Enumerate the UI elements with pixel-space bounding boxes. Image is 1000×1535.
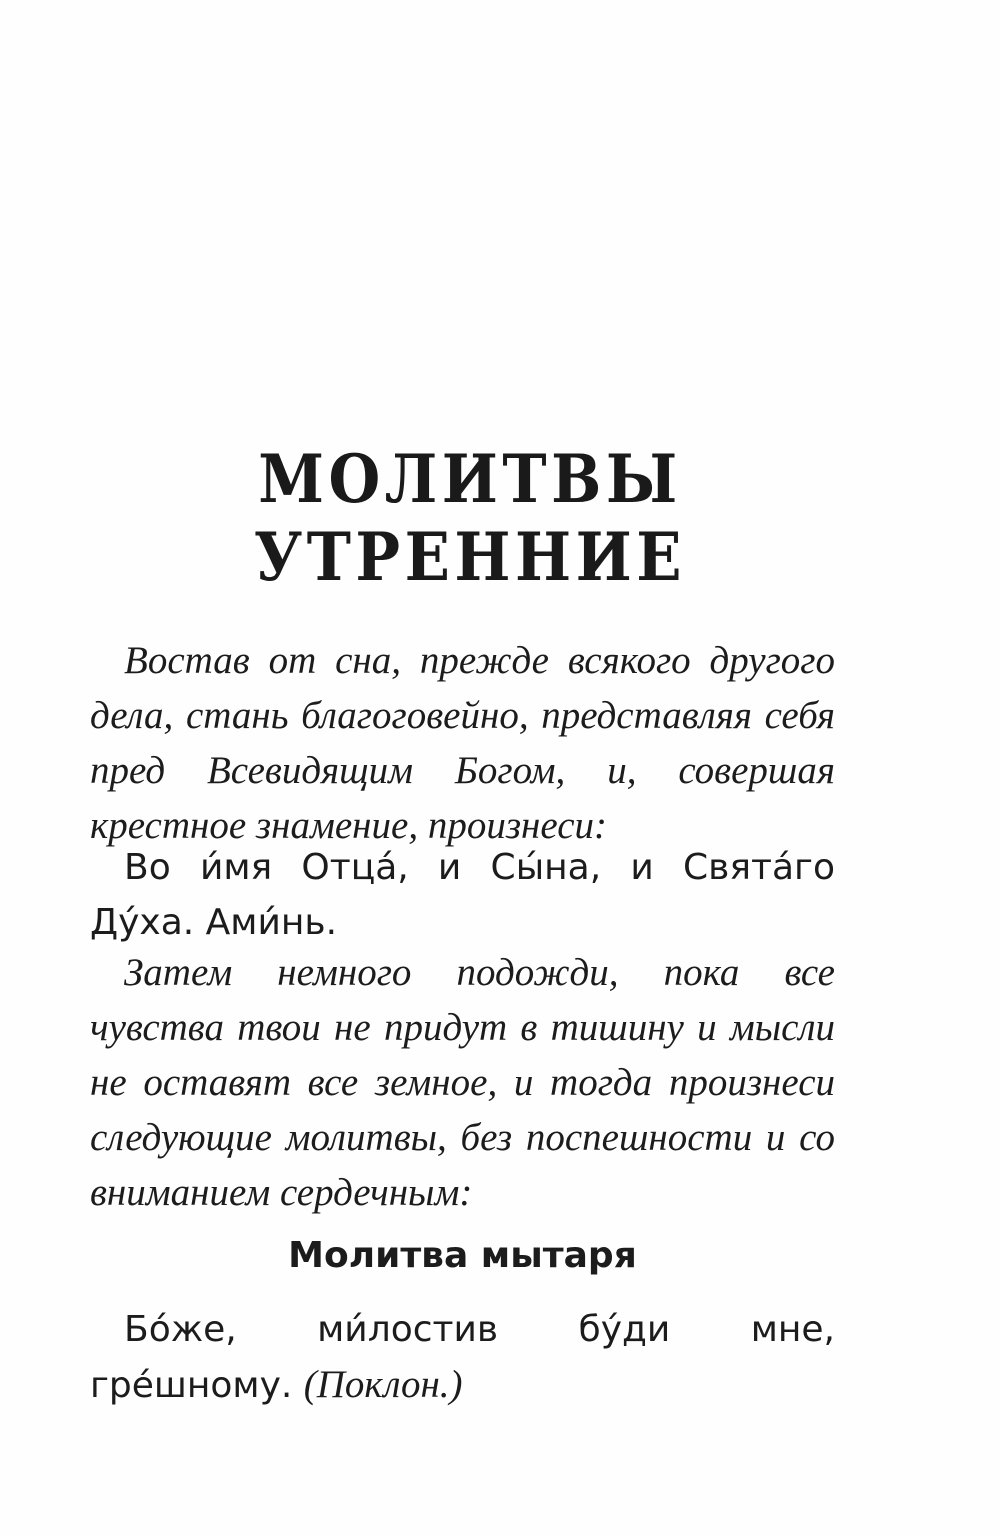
invocation-paragraph: Во и́мя Отца́, и Сы́на, и Свята́го Ду́ха. Ами́нь. bbox=[90, 847, 835, 943]
prayer-paragraph bbox=[90, 1302, 835, 1413]
prayer-note: (Поклон.) bbox=[303, 1363, 463, 1406]
intro-paragraph: Востав от сна, прежде всякого другого дела, стань благоговейно, представляя себя пред Всевидящим Богом, и, совершая крестное знамение, произнеси: bbox=[90, 639, 835, 847]
prayer-heading: Молитва мытаря bbox=[288, 1235, 637, 1276]
prayer-text: Бо́же, ми́лостив бу́ди мне, гре́шному. bbox=[90, 1309, 835, 1406]
page-title: МОЛИТВЫ УТРЕННИЕ bbox=[254, 440, 686, 596]
instruction-paragraph: Затем немного подожди, пока все чувства твои не придут в тишину и мысли не оставят все земное, и тогда произнеси следующие молитвы, без поспешности и со вниманием сердечным: bbox=[90, 951, 835, 1214]
